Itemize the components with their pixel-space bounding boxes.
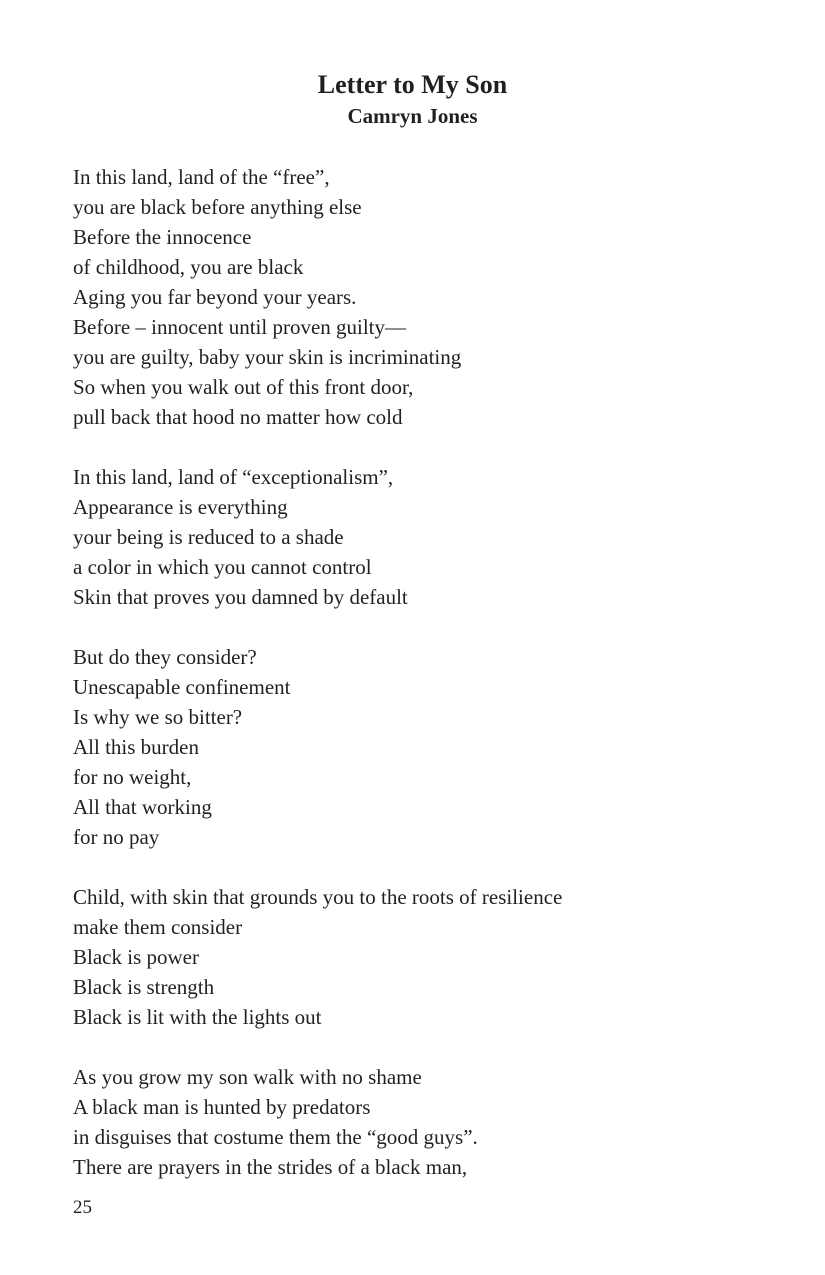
poem-line: you are guilty, baby your skin is incriminating — [73, 345, 462, 369]
poem-line: Black is strength — [73, 975, 215, 999]
poem-title: Letter to My Son — [317, 70, 508, 99]
poem-line: As you grow my son walk with no shame — [73, 1065, 422, 1089]
poem-line: So when you walk out of this front door, — [73, 375, 414, 399]
poem-line: In this land, land of “exceptionalism”, — [73, 465, 394, 489]
poem-line: Child, with skin that grounds you to the roots of resilience — [73, 885, 563, 909]
poem-line: Aging you far beyond your years. — [73, 285, 357, 309]
poem-line: your being is reduced to a shade — [73, 525, 344, 549]
poem-line: Before – innocent until proven guilty— — [73, 315, 407, 339]
poem-line: Black is lit with the lights out — [73, 1005, 322, 1029]
stanza-break — [73, 1032, 773, 1062]
poem-line: Appearance is everything — [73, 495, 288, 519]
poem-body — [73, 162, 773, 1182]
poem-line: Skin that proves you damned by default — [73, 585, 408, 609]
poem-line: Unescapable confinement — [73, 675, 291, 699]
stanza-break — [73, 852, 773, 882]
poem-line: for no weight, — [73, 765, 192, 789]
poem-line: There are prayers in the strides of a black man, — [73, 1155, 468, 1179]
stanza — [73, 462, 773, 612]
poem-line: a color in which you cannot control — [73, 555, 372, 579]
stanza-break — [73, 612, 773, 642]
poem-line: in disguises that costume them the “good guys”. — [73, 1125, 478, 1149]
page-number: 25 — [73, 1197, 92, 1218]
stanza-break — [73, 432, 773, 462]
poem-line: pull back that hood no matter how cold — [73, 405, 403, 429]
poem-line: A black man is hunted by predators — [73, 1095, 371, 1119]
poem-line: But do they consider? — [73, 645, 257, 669]
poem-line: In this land, land of the “free”, — [73, 165, 330, 189]
poem-author: Camryn Jones — [347, 104, 478, 128]
poem-line: Before the innocence — [73, 225, 252, 249]
poem-line: make them consider — [73, 915, 243, 939]
poem-line: Black is power — [73, 945, 199, 969]
poem-line: of childhood, you are black — [73, 255, 304, 279]
stanza — [73, 1062, 773, 1182]
poem-line: for no pay — [73, 825, 160, 849]
stanza — [73, 162, 773, 432]
stanza — [73, 882, 773, 1032]
poem-line: Is why we so bitter? — [73, 705, 243, 729]
poem-line: All that working — [73, 795, 212, 819]
stanza — [73, 642, 773, 852]
poem-line: you are black before anything else — [73, 195, 362, 219]
poem-line: All this burden — [73, 735, 199, 759]
